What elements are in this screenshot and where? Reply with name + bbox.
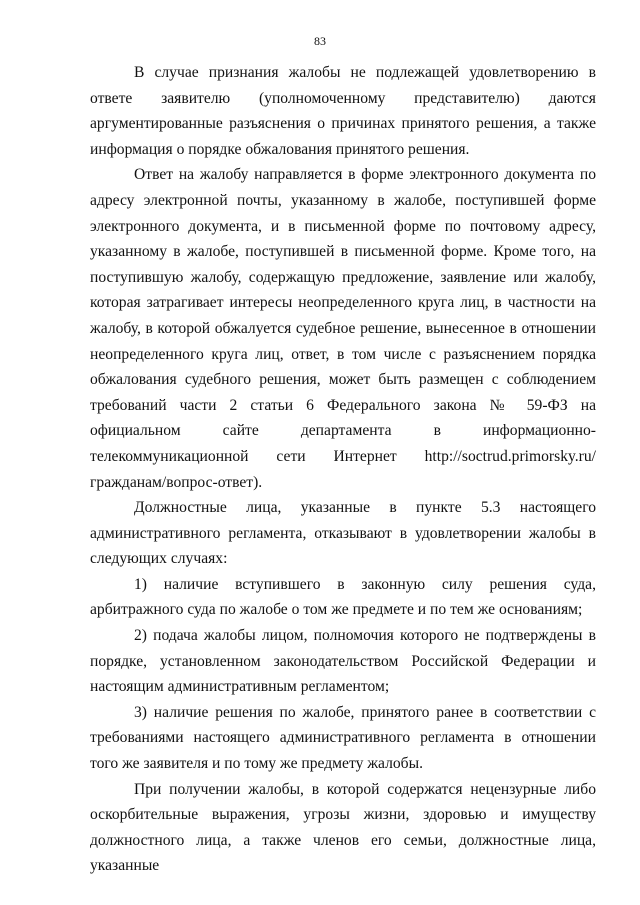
list-item-court-decision: 1) наличие вступившего в законную силу решения суда, арбитражного суда по жалобе о том же предмете и по тем же основаниям; bbox=[90, 575, 596, 619]
page-number: 83 bbox=[314, 34, 326, 48]
paragraph-rejection-explanation: В случае признания жалобы не подлежащей удовлетворению в ответе заявителю (уполномоченному представителю) даются аргументированные разъяснения о причинах принятого решения, а также информация о порядке обжалования принятого решения. bbox=[90, 64, 596, 158]
list-item-unconfirmed-authority: 2) подача жалобы лицом, полномочия которого не подтверждены в порядке, установленном законодательством Российской Федерации и настоящим административным регламентом; bbox=[90, 627, 596, 696]
list-item-prior-decision: 3) наличие решения по жалобе, принятого ранее в соответствии с требованиями настоящего административного регламента в отношении того же заявителя и по тому же предмету жалобы. bbox=[90, 703, 596, 773]
paragraph-response-delivery: Ответ на жалобу направляется в форме электронного документа по адресу электронной почты, указанному в жалобе, поступившей форме электронного документа, и в письменной форме по почтовому адресу, указанному в жалобе, поступившей в письменной форме. Кроме того, на поступившую жалобу, содержащую предложение, заявление или жалобу, которая затрагивает интересы неопределенного круга лиц, в частности на жалобу, в которой обжалуется судебное решение, вынесенное в отношении неопределенного круга лиц, ответ, в том числе с разъяснением порядка обжалования судебного решения, может быть размещен с соблюдением требований части 2 статьи 6 Федерального закона № 59-ФЗ на официальном сайте департамента в информационно-телекоммуникационной сети Интернет http://soctrud.primorsky.ru/гражданам/вопрос-ответ). bbox=[90, 166, 596, 491]
paragraph-offensive-complaint: При получении жалобы, в которой содержатся нецензурные либо оскорбительные выражения, угрозы жизни, здоровью и имуществу должностного лица, а также членов его семьи, должностные лица, указанные bbox=[90, 780, 596, 875]
paragraph-refusal-grounds: Должностные лица, указанные в пункте 5.3 настоящего административного регламента, отказывают в удовлетворении жалобы в следующих случаях: bbox=[90, 499, 596, 568]
document-body bbox=[90, 60, 596, 879]
